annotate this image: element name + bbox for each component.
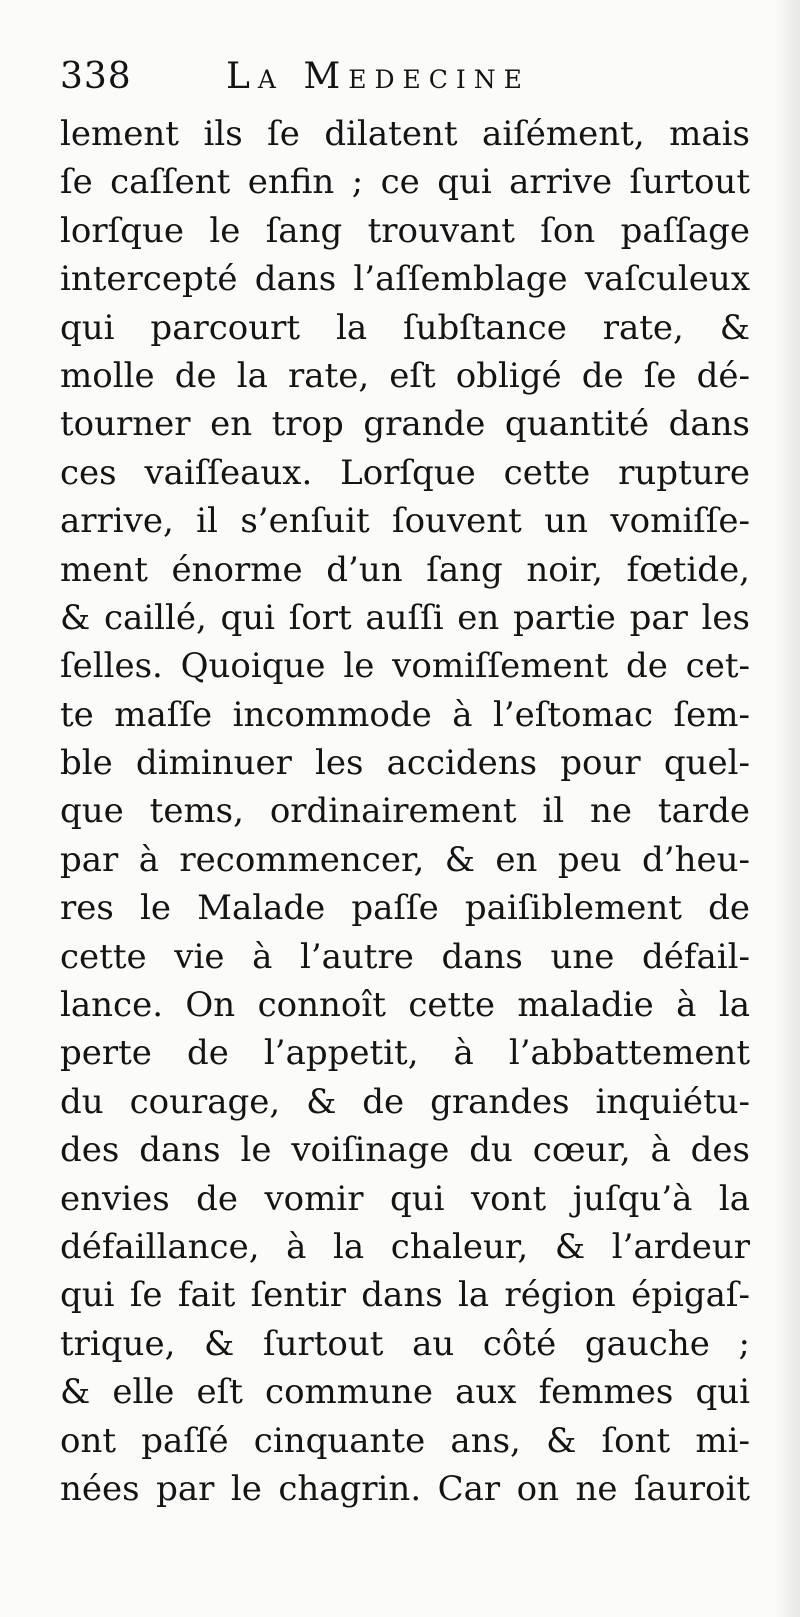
text-line: lance. On connoît cette maladie à la: [60, 985, 750, 1026]
text-line: lorſque le ſang trouvant ſon paſſage: [60, 210, 750, 251]
text-line: lement ils ſe dilatent aiſément, mais: [60, 114, 750, 154]
running-title: La Medecine: [226, 56, 530, 97]
text-block: [60, 56, 750, 1513]
text-line: qui ſe fait ſentir dans la région épigaſ-: [60, 1275, 750, 1316]
page-number: 338: [60, 56, 132, 97]
text-line: intercepté dans l’aſſemblage vaſculeux: [60, 259, 750, 300]
text-line: ont paſſé cinquante ans, & ſont mi-: [60, 1420, 750, 1461]
body-text: [60, 110, 750, 1513]
text-line: nées par le chagrin. Car on ne ſauroit: [60, 1468, 750, 1509]
text-line: envies de vomir qui vont juſqu’à la: [60, 1178, 750, 1219]
text-line: qui parcourt la ſubſtance rate, &: [60, 307, 750, 348]
text-line: défaillance, à la chaleur, & l’ardeur: [60, 1226, 750, 1267]
text-line: des dans le voiſinage du cœur, à des: [60, 1130, 750, 1171]
text-line: tourner en trop grande quantité dans: [60, 404, 750, 445]
text-line: trique, & ſurtout au côté gauche ;: [60, 1323, 750, 1364]
text-line: te maſſe incommode à l’eſtomac ſem-: [60, 694, 750, 735]
text-line: ſelles. Quoique le vomiſſement de cet-: [60, 646, 750, 687]
text-line: & elle eſt commune aux femmes qui: [60, 1372, 750, 1413]
text-line: & caillé, qui ſort auſſi en partie par les: [60, 597, 750, 638]
running-head: [60, 56, 750, 104]
page-edge-shadow: [774, 0, 800, 1617]
text-line: ſe caſſent enfin ; ce qui arrive ſurtout: [60, 162, 750, 203]
text-line: ment énorme d’un ſang noir, fœtide,: [60, 549, 750, 590]
text-line: ble diminuer les accidens pour quel-: [60, 743, 750, 784]
text-line: du courage, & de grandes inquiétu-: [60, 1081, 750, 1122]
text-line: cette vie à l’autre dans une défail-: [60, 936, 750, 977]
text-line: res le Malade paſſe paiſiblement de: [60, 888, 750, 929]
text-line: ces vaiſſeaux. Lorſque cette rupture: [60, 452, 750, 493]
text-line: perte de l’appetit, à l’abbattement: [60, 1033, 750, 1074]
text-line: arrive, il s’enſuit ſouvent un vomiſſe-: [60, 501, 750, 542]
text-line: par à recommencer, & en peu d’heu-: [60, 839, 750, 880]
text-line: que tems, ordinairement il ne tarde: [60, 791, 750, 832]
text-line: molle de la rate, eſt obligé de ſe dé-: [60, 355, 750, 396]
